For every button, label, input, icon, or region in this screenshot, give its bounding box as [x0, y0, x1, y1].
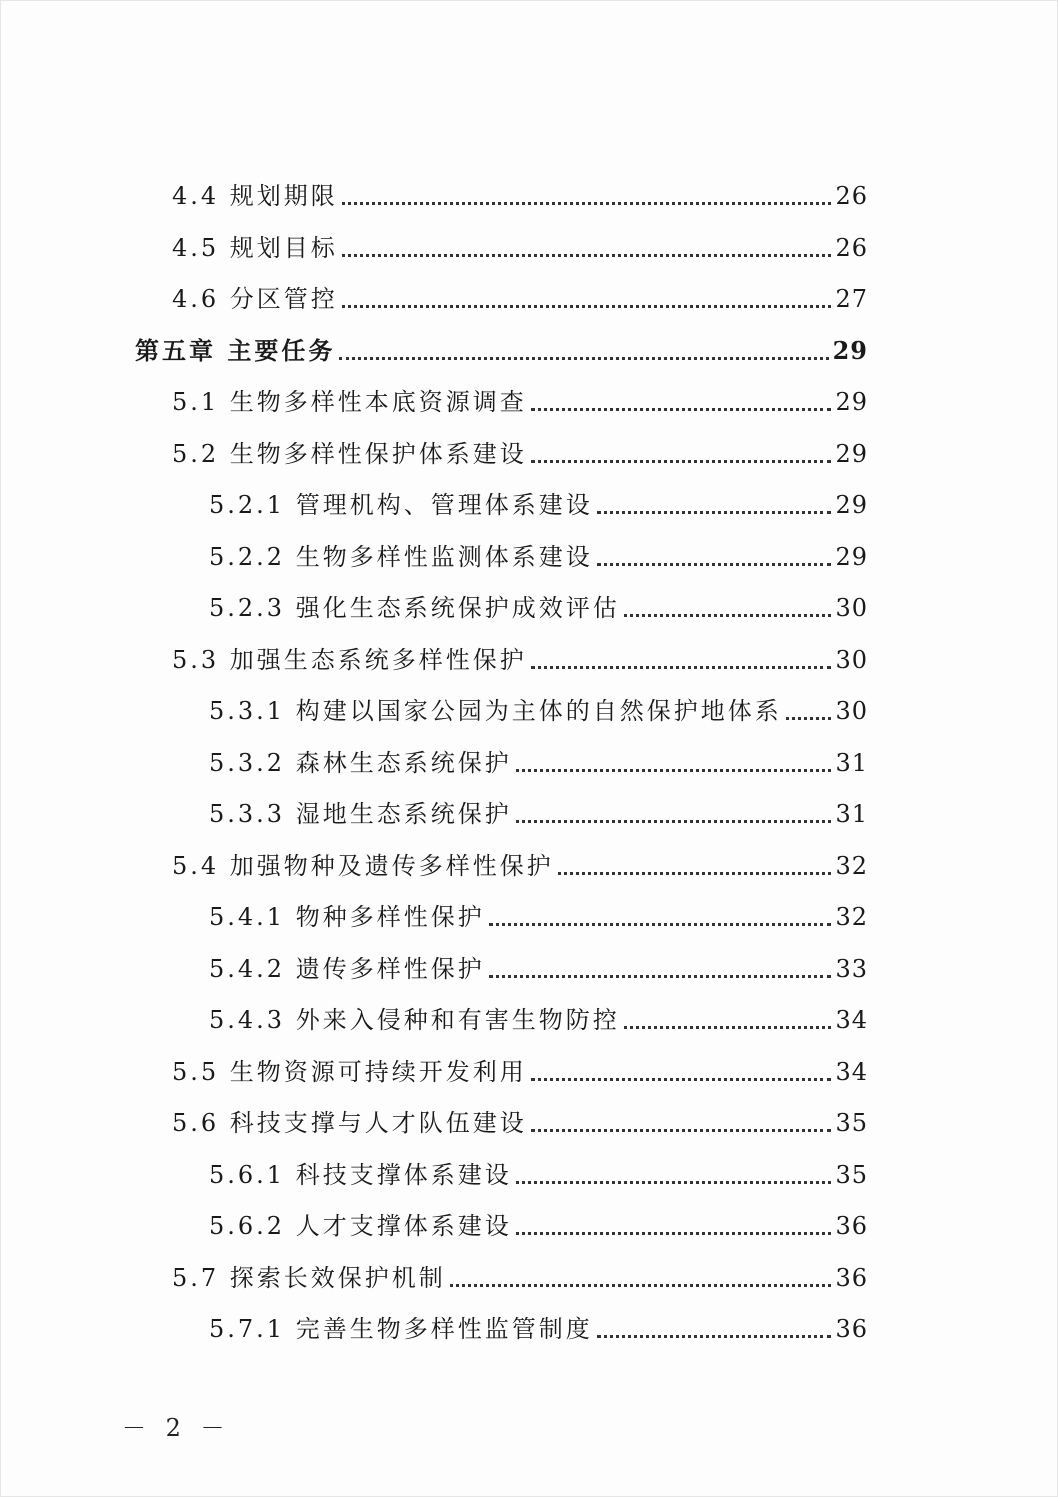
toc-entry: [172, 275, 868, 315]
toc-entry-page-number: 29: [835, 439, 868, 468]
toc-entry-title: 5.3.2 森林生态系统保护: [209, 748, 512, 777]
toc-dot-leader: [516, 769, 832, 772]
toc-entry-page-number: 30: [835, 594, 868, 622]
toc-entry: [172, 1048, 868, 1088]
toc-entry-page-number: 31: [835, 748, 868, 777]
toc-entry: [209, 996, 868, 1036]
toc-entry-title: 5.2.1 管理机构、管理体系建设: [209, 491, 593, 519]
toc-entry-page-number: 32: [835, 851, 868, 880]
toc-entry-page-number: 31: [835, 800, 868, 828]
toc-entry-page-number: 29: [835, 542, 868, 571]
toc-entry: [209, 893, 868, 933]
toc-entry-page-number: 35: [835, 1109, 868, 1137]
toc-entry-title: 5.2 生物多样性保护体系建设: [172, 439, 527, 468]
toc-dot-leader: [531, 666, 832, 669]
toc-dot-leader: [531, 460, 832, 463]
toc-entry: [209, 945, 868, 985]
toc-entry-page-number: 33: [835, 954, 868, 983]
toc-dot-leader: [516, 820, 832, 823]
toc-entry: [209, 481, 868, 521]
toc-entry-page-number: 29: [835, 388, 868, 416]
toc-entry-title: 5.2.2 生物多样性监测体系建设: [209, 542, 593, 571]
toc-entry: [209, 739, 868, 779]
toc-entry-page-number: 26: [835, 233, 868, 262]
toc-dot-leader: [489, 923, 832, 926]
toc-entry: [209, 1202, 868, 1242]
toc-dot-leader: [786, 717, 832, 720]
toc-dot-leader: [531, 1129, 832, 1132]
toc-entry-title: 5.5 生物资源可持续开发利用: [172, 1057, 527, 1086]
toc-dot-leader: [342, 202, 832, 205]
toc-entry-page-number: 36: [835, 1263, 868, 1292]
toc-entry-title: 5.4 加强物种及遗传多样性保护: [172, 851, 554, 880]
toc-entry-title: 5.6 科技支撑与人才队伍建设: [172, 1109, 527, 1137]
toc-entry: [209, 1151, 868, 1191]
toc-dot-leader: [531, 408, 832, 411]
toc-entry: [209, 584, 868, 624]
toc-entry-page-number: 29: [835, 491, 868, 519]
toc-entry-page-number: 27: [835, 285, 868, 313]
toc-dot-leader: [624, 1026, 832, 1029]
toc-entry-title: 5.3.3 湿地生态系统保护: [209, 800, 512, 828]
toc-entry-title: 5.1 生物多样性本底资源调查: [172, 388, 527, 416]
toc-entry-page-number: 32: [835, 903, 868, 931]
toc-entry-title: 5.4.1 物种多样性保护: [209, 903, 485, 931]
toc-entry: [209, 1305, 868, 1345]
toc-dot-leader: [624, 614, 832, 617]
toc-entry-title: 4.6 分区管控: [172, 285, 338, 313]
toc-entry-page-number: 30: [835, 645, 868, 674]
toc-entry: [209, 790, 868, 830]
toc-entry: [172, 378, 868, 418]
toc-entry: [172, 1254, 868, 1294]
toc-entry: [209, 533, 868, 573]
toc-dot-leader: [597, 511, 832, 514]
toc-entry: [172, 636, 868, 676]
toc-entry: [172, 430, 868, 470]
toc-entry-title: 5.4.3 外来入侵种和有害生物防控: [209, 1006, 620, 1034]
toc-entry-page-number: 36: [835, 1212, 868, 1240]
toc-entry-page-number: 34: [835, 1057, 868, 1086]
toc-entry: [172, 842, 868, 882]
toc-entry: [172, 1099, 868, 1139]
toc-dot-leader: [339, 357, 828, 360]
toc-entry-page-number: 26: [835, 182, 868, 210]
toc-entry: [135, 327, 868, 367]
toc-dot-leader: [450, 1284, 832, 1287]
toc-dot-leader: [516, 1232, 832, 1235]
toc-entry-page-number: 34: [835, 1006, 868, 1034]
toc-dot-leader: [516, 1181, 832, 1184]
toc-entry-title: 第五章 主要任务: [135, 335, 336, 365]
toc-entry-title: 4.4 规划期限: [172, 182, 338, 210]
toc-entry-title: 4.5 规划目标: [172, 233, 338, 262]
toc-dot-leader: [342, 305, 832, 308]
toc-dot-leader: [597, 1335, 832, 1338]
toc-entry: [172, 224, 868, 264]
toc-entry-title: 5.2.3 强化生态系统保护成效评估: [209, 594, 620, 622]
toc-dot-leader: [489, 975, 832, 978]
toc-entry-title: 5.6.2 人才支撑体系建设: [209, 1212, 512, 1240]
toc-entry-title: 5.7.1 完善生物多样性监管制度: [209, 1315, 593, 1343]
toc-dot-leader: [342, 254, 832, 257]
toc-entry-page-number: 29: [832, 335, 868, 365]
toc-dot-leader: [531, 1078, 832, 1081]
toc-entry: [209, 687, 868, 727]
toc-entry-title: 5.4.2 遗传多样性保护: [209, 954, 485, 983]
toc-entry: [172, 172, 868, 212]
toc-entry-page-number: 35: [835, 1160, 868, 1189]
toc-dot-leader: [597, 563, 832, 566]
toc-entry-page-number: 30: [835, 697, 868, 725]
toc-entry-title: 5.7 探索长效保护机制: [172, 1263, 446, 1292]
toc-entry-title: 5.3 加强生态系统多样性保护: [172, 645, 527, 674]
toc-entry-title: 5.3.1 构建以国家公园为主体的自然保护地体系: [209, 697, 782, 725]
toc-dot-leader: [558, 872, 832, 875]
toc-entry-page-number: 36: [835, 1315, 868, 1343]
page-number: － 2 －: [122, 1414, 231, 1442]
toc-entry-title: 5.6.1 科技支撑体系建设: [209, 1160, 512, 1189]
